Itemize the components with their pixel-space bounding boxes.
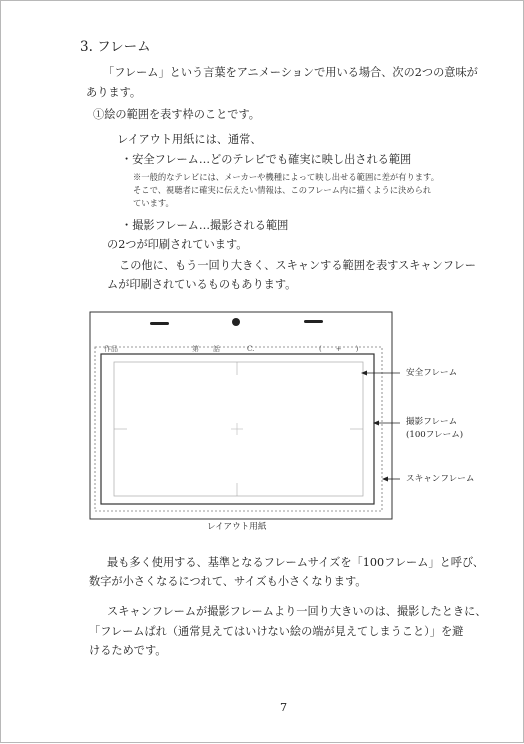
note-line-3: ています。 <box>133 198 174 208</box>
para3-line-3: けるためです。 <box>89 644 167 657</box>
scan-text-line-2: ムが印刷されているものもあります。 <box>107 278 297 291</box>
paper-outline <box>90 312 392 519</box>
peg-slot-right <box>304 320 323 323</box>
label-shoot-frame-sub: (100フレーム) <box>406 430 464 440</box>
printed-two: の2つが印刷されています。 <box>107 238 248 251</box>
meaning-1: ①絵の範囲を表す枠のことです。 <box>93 108 260 121</box>
note-line-1: ※一般的なテレビには、メーカーや機種によって映し出せる範囲に差が有ります。 <box>133 172 439 182</box>
para2-line-1: 最も多く使用する、基準となるフレームサイズを「100フレーム」と呼び、 <box>107 556 484 569</box>
para3-line-2: 「フレームぱれ（通常見えてはいけない絵の端が見えてしまうこと）」を避 <box>89 625 464 638</box>
figure-caption: レイアウト用紙 <box>207 522 267 532</box>
intro-line-2: あります。 <box>86 86 142 99</box>
label-scan-frame: スキャンフレーム <box>406 474 475 484</box>
para3-line-1: スキャンフレームが撮影フレームより一回り大きいのは、撮影したときに、 <box>107 605 487 618</box>
bullet-shoot-frame: ・撮影フレーム…撮影される範囲 <box>121 219 289 232</box>
header-sheet: ( + ) <box>319 345 359 353</box>
page-number: 7 <box>280 701 288 714</box>
peg-hole-center <box>232 318 240 326</box>
header-cut: C. <box>247 345 255 353</box>
layout-intro: レイアウト用紙には、通常、 <box>117 133 262 146</box>
para2-line-2: 数字が小さくなるにつれて、サイズも小さくなります。 <box>89 575 367 588</box>
scan-text-line-1: この他に、もう一回り大きく、スキャンする範囲を表すスキャンフレー <box>119 259 476 272</box>
peg-slot-left <box>150 322 169 325</box>
label-shoot-frame: 撮影フレーム <box>406 417 458 427</box>
intro-line-1: 「フレーム」という言葉をアニメーションで用いる場合、次の2つの意味が <box>103 66 478 79</box>
label-safe-frame: 安全フレーム <box>406 368 458 378</box>
section-title: 3. フレーム <box>80 39 151 55</box>
bullet-safe-frame: ・安全フレーム…どのテレビでも確実に映し出される範囲 <box>121 153 412 166</box>
header-work: 作品 <box>104 345 118 353</box>
note-line-2: そこで、視聴者に確実に伝えたい情報は、このフレーム内に描くように決められ <box>133 185 432 195</box>
header-episode: 第 話 <box>192 345 220 353</box>
